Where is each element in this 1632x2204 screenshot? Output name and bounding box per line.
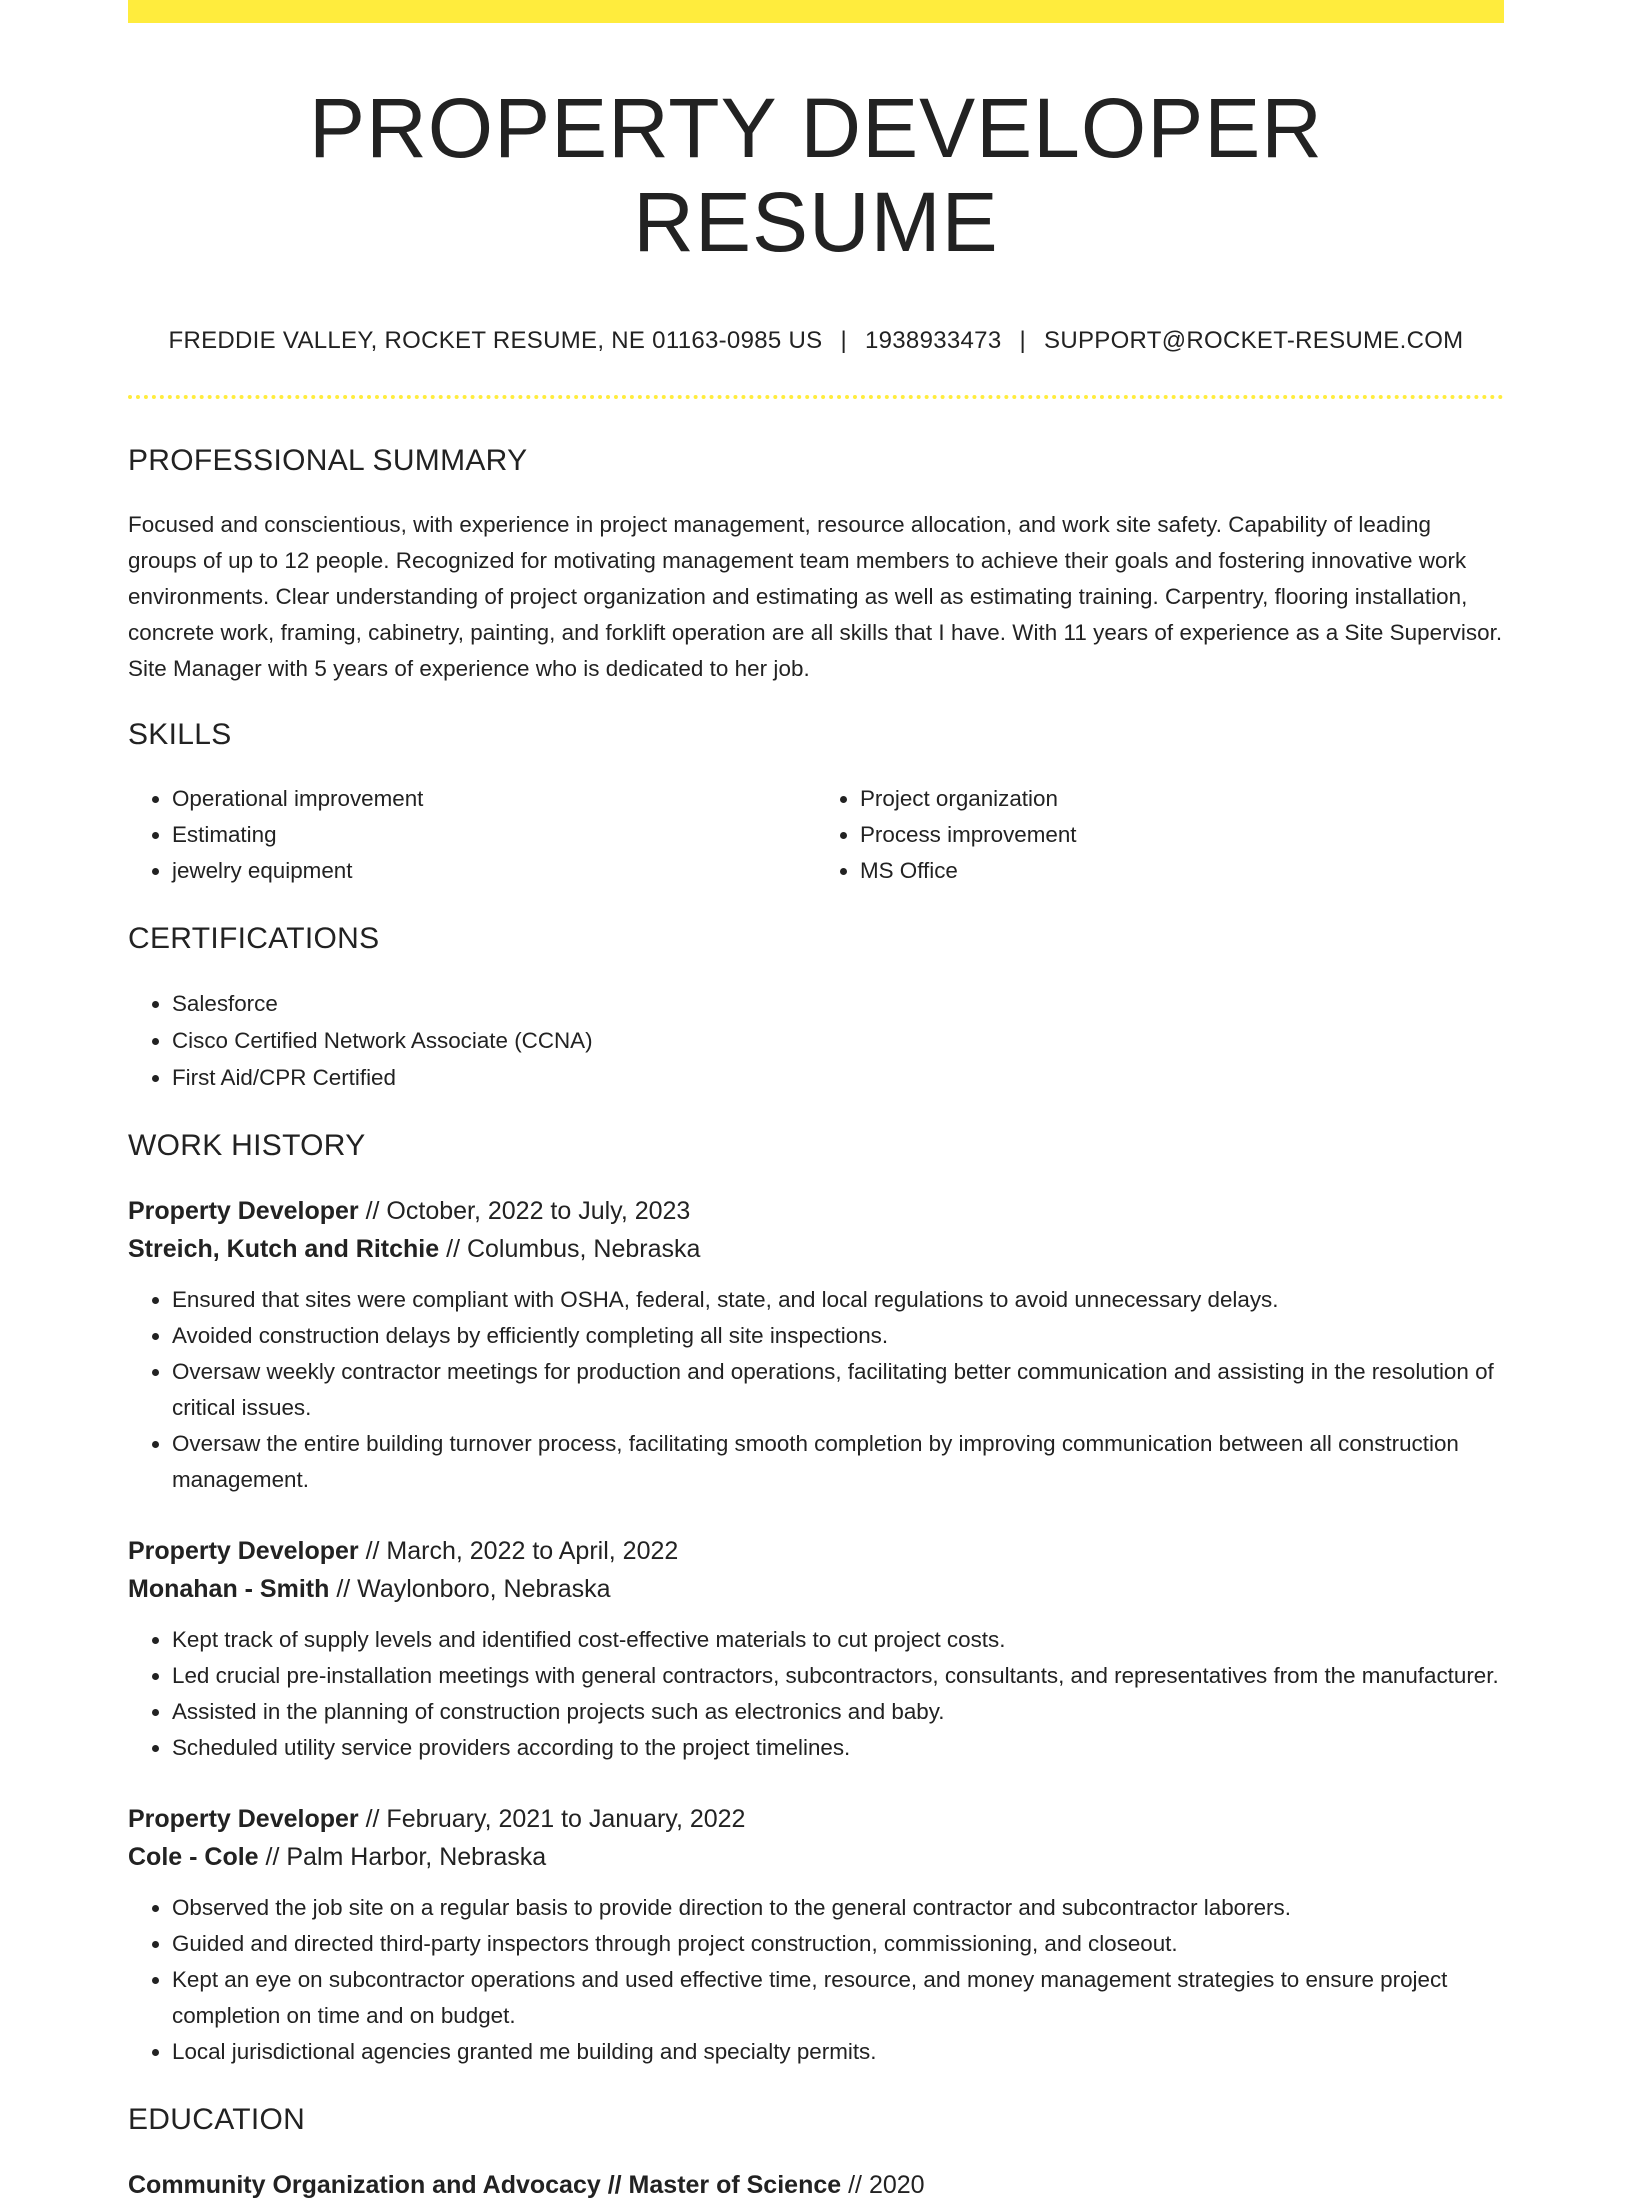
job-title-line	[128, 1532, 1504, 1570]
resume-title: PROPERTY DEVELOPER RESUME	[309, 81, 1323, 270]
contact-address: FREDDIE VALLEY, ROCKET RESUME, NE 01163-0985 US	[168, 327, 823, 355]
job-dates: // February, 2021 to January, 2022	[365, 1804, 746, 1833]
job-bullet: • Local jurisdictional agencies granted me building and specialty permits.	[172, 2034, 1504, 2070]
job-bullet: • Kept track of supply levels and identified cost-effective materials to cut project costs.	[172, 1622, 1504, 1658]
skill-item: • Operational improvement	[172, 781, 816, 817]
job-entry	[128, 1192, 1504, 1498]
contact-line	[128, 327, 1504, 356]
skill-item: • jewelry equipment	[172, 853, 816, 889]
job-location: // Palm Harbor, Nebraska	[265, 1842, 547, 1871]
job-company: Streich, Kutch and Ritchie	[128, 1234, 440, 1263]
work-history-heading: WORK HISTORY	[128, 1128, 366, 1162]
contact-phone: 1938933473	[864, 327, 1002, 355]
job-bullet: • Avoided construction delays by efficiently completing all site inspections.	[172, 1318, 1504, 1354]
job-bullet: • Assisted in the planning of construction projects such as electronics and baby.	[172, 1694, 1504, 1730]
job-company-line	[128, 1838, 1504, 1876]
job-bullet: • Observed the job site on a regular basis to provide direction to the general contractor and subcontractor laborers.	[172, 1890, 1504, 1926]
contact-separator: |	[1019, 327, 1027, 355]
skill-item: • Process improvement	[860, 817, 1504, 853]
dotted-divider	[128, 395, 1504, 399]
certification-item: • Salesforce	[172, 985, 1504, 1022]
skills-heading: SKILLS	[128, 717, 232, 751]
job-bullet: • Kept an eye on subcontractor operations and used effective time, resource, and money management strategies to ensure project completion on time and on budget.	[172, 1962, 1504, 2034]
education-entry	[128, 2166, 1504, 2204]
job-bullets	[128, 1282, 1504, 1498]
summary-heading: PROFESSIONAL SUMMARY	[128, 443, 528, 477]
skills-column-left	[128, 781, 816, 889]
job-title-line	[128, 1192, 1504, 1230]
job-bullet: • Oversaw weekly contractor meetings for production and operations, facilitating better communication and assisting in the resolution of critical issues.	[172, 1354, 1504, 1426]
job-bullets	[128, 1622, 1504, 1766]
education-school: Community Organization and Advocacy	[128, 2170, 601, 2199]
job-title: Property Developer	[128, 1196, 359, 1225]
skill-item: • Estimating	[172, 817, 816, 853]
job-location: // Columbus, Nebraska	[446, 1234, 701, 1263]
skill-item: • MS Office	[860, 853, 1504, 889]
resume-page	[128, 0, 1504, 2204]
job-entry	[128, 1800, 1504, 2070]
certification-item: • First Aid/CPR Certified	[172, 1059, 1504, 1096]
job-company: Cole - Cole	[128, 1842, 259, 1871]
job-bullet: • Led crucial pre-installation meetings with general contractors, subcontractors, consultants, and representatives from the manufacturer.	[172, 1658, 1504, 1694]
job-company-line	[128, 1570, 1504, 1608]
skills-column-right	[816, 781, 1504, 889]
skill-item: • Project organization	[860, 781, 1504, 817]
job-bullet: • Guided and directed third-party inspectors through project construction, commissioning, and closeout.	[172, 1926, 1504, 1962]
job-title: Property Developer	[128, 1536, 359, 1565]
certifications-list	[128, 985, 1504, 1096]
top-accent-bar	[128, 0, 1504, 23]
education-degree: // Master of Science	[607, 2170, 842, 2199]
job-bullet: • Scheduled utility service providers according to the project timelines.	[172, 1730, 1504, 1766]
summary-text: Focused and conscientious, with experience in project management, resource allocation, and work site safety. Capability of leading groups of up to 12 people. Recognized for motivating management team members to achieve their goals and fostering innovative work environments. Clear understanding of project organization and estimating as well as estimating training. Carpentry, flooring installation, concrete work, framing, cabinetry, painting, and forklift operation are all skills that I have. With 11 years of experience as a Site Supervisor. Site Manager with 5 years of experience who is dedicated to her job.	[128, 511, 1503, 681]
education-year: // 2020	[848, 2170, 925, 2199]
job-entry	[128, 1532, 1504, 1766]
job-dates: // October, 2022 to July, 2023	[365, 1196, 691, 1225]
contact-separator: |	[840, 327, 847, 355]
contact-email: SUPPORT@ROCKET-RESUME.COM	[1044, 327, 1464, 355]
job-bullet: • Ensured that sites were compliant with OSHA, federal, state, and local regulations to avoid unnecessary delays.	[172, 1282, 1504, 1318]
job-company: Monahan - Smith	[128, 1574, 330, 1603]
job-bullet: • Oversaw the entire building turnover process, facilitating smooth completion by improving communication between all construction management.	[172, 1426, 1504, 1498]
job-title-line	[128, 1800, 1504, 1838]
job-location: // Waylonboro, Nebraska	[336, 1574, 611, 1603]
skills-list	[128, 781, 1504, 889]
job-dates: // March, 2022 to April, 2022	[365, 1536, 679, 1565]
certification-item: • Cisco Certified Network Associate (CCNA)	[172, 1022, 1504, 1059]
job-company-line	[128, 1230, 1504, 1268]
job-bullets	[128, 1890, 1504, 2070]
job-title: Property Developer	[128, 1804, 359, 1833]
certifications-heading: CERTIFICATIONS	[128, 921, 380, 955]
education-heading: EDUCATION	[128, 2102, 306, 2136]
